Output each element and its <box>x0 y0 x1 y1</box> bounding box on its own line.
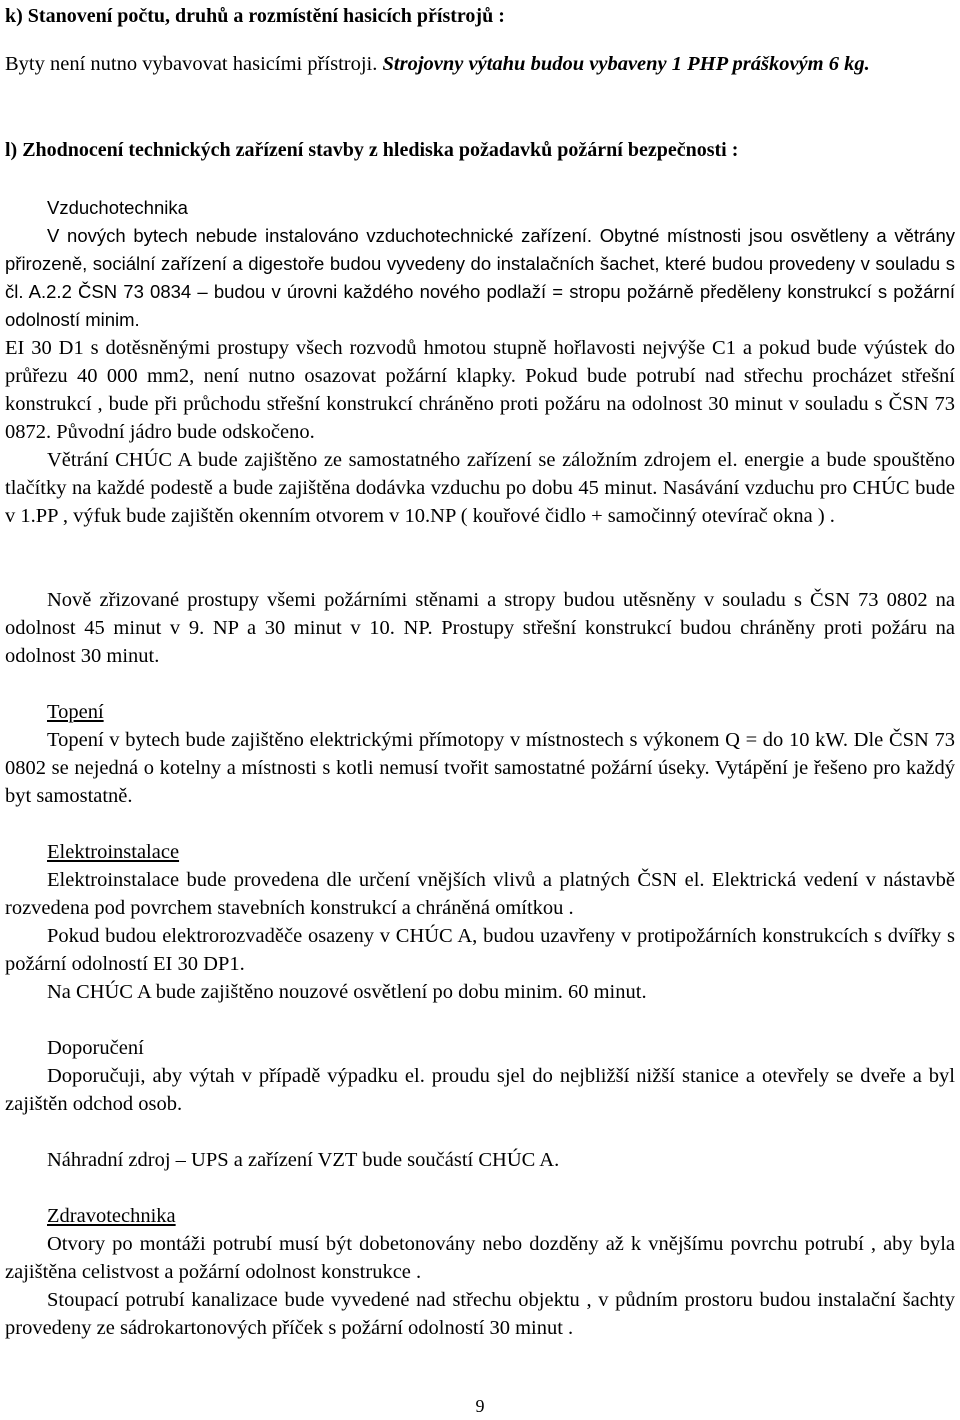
elektro-title: Elektroinstalace <box>47 841 180 863</box>
zdravotechnika-text-2: Stoupací potrubí kanalizace bude vyvedené nad střechu objektu , v půdním prostoru budou instalační šachty provedeny ze sádrokartonových příček s požární odolností 30 minut . <box>5 1289 955 1339</box>
section-k-emphasis: Strojovny výtahu budou vybaveny 1 PHP práškovým 6 kg. <box>382 53 870 75</box>
section-k-plain: Byty není nutno vybavovat hasicími přístroji. <box>5 53 383 75</box>
vzt-sans-text: V nových bytech nebude instalováno vzduchotechnické zařízení. Obytné místnosti jsou osvětleny a větrány přirozeně, sociální zařízení a digestoře budou vyvedeny do instalačních šachet, které budou provedeny v souladu s čl. A.2.2 ČSN 73 0834 – budou v úrovni každého nového podlaží = stropu požárně předěleny konstrukcí s požární odolností minim. <box>5 225 955 330</box>
doporuceni-text: Doporučuji, aby výtah v případě výpadku el. proudu sjel do nejbližší nižší stanice a otevřely se dveře a byl zajištěn odchod osob. <box>5 1065 955 1115</box>
section-l-heading: l) Zhodnocení technických zařízení stavby z hlediska požadavků požární bezpečnosti : <box>5 139 739 161</box>
chuc-ventilation-paragraph: Větrání CHÚC A bude zajištěno ze samostatného zařízení se záložním zdrojem el. energie a bude spouštěno tlačítky na každé podestě a bude zajištěna dodávka vzduchu po dobu 45 minut. Nasávání vzduchu pro CHÚC bude v 1.PP , výfuk bude zajištěn okenním otvorem v 10.NP ( kouřové čidlo + samočinný otevírač okna ) . <box>5 449 955 527</box>
zdravotechnika-text-1: Otvory po montáži potrubí musí být dobetonovány nebo dozděny až k vnějšímu povrchu potrubí , aby byla zajištěna celistvost a požární odolnost konstrukce . <box>5 1233 955 1283</box>
section-k-text <box>5 50 955 78</box>
elektro-text-1: Elektroinstalace bude provedena dle určení vnějších vlivů a platných ČSN el. Elektrická vedení v nástavbě rozvedena pod povrchem stavebních konstrukcí a chráněná omítkou . <box>5 869 955 919</box>
zdravotechnika-title: Zdravotechnika <box>47 1205 176 1227</box>
elektro-text-3: Na CHÚC A bude zajištěno nouzové osvětlení po dobu minim. 60 minut. <box>47 981 647 1003</box>
vzt-serif-text: EI 30 D1 s dotěsněnými prostupy všech rozvodů hmotou stupně hořlavosti nejvýše C1 a pokud bude výústek do průřezu 40 000 mm2, není nutno osazovat požární klapky. Pokud bude potrubí nad střechu procházet střešní konstrukcí , bude při průchodu střešní konstrukcí chráněno proti požáru na odolnost 30 minut v souladu s ČSN 73 0872. Původní jádro bude odskočeno. <box>5 337 955 443</box>
nahradni-zdroj-text: Náhradní zdroj – UPS a zařízení VZT bude součástí CHÚC A. <box>47 1149 560 1171</box>
vzt-title: Vzduchotechnika <box>47 197 188 218</box>
vzt-paragraph <box>5 222 955 446</box>
prostupy-paragraph: Nově zřizované prostupy všemi požárními stěnami a stropy budou utěsněny v souladu s ČSN 73 0802 na odolnost 45 minut v 9. NP a 30 minut v 10. NP. Prostupy střešní konstrukcí budou chráněny proti požáru na odolnost 30 minut. <box>5 589 955 667</box>
doporuceni-title: Doporučení <box>47 1037 144 1059</box>
page-number: 9 <box>475 1396 485 1416</box>
section-k-heading: k) Stanovení počtu, druhů a rozmístění hasicích přístrojů : <box>5 5 505 27</box>
topeni-title: Topení <box>47 701 104 723</box>
topeni-text: Topení v bytech bude zajištěno elektrickými přímotopy v místnostech s výkonem Q = do 10 kW. Dle ČSN 73 0802 se nejedná o kotelny a místnosti s kotli nemusí tvořit samostatné požární úseky. Vytápění je řešeno pro každý byt samostatně. <box>5 729 955 807</box>
elektro-text-2: Pokud budou elektrorozvaděče osazeny v CHÚC A, budou uzavřeny v protipožárních konstrukcích s dvířky s požární odolností EI 30 DP1. <box>5 925 955 975</box>
